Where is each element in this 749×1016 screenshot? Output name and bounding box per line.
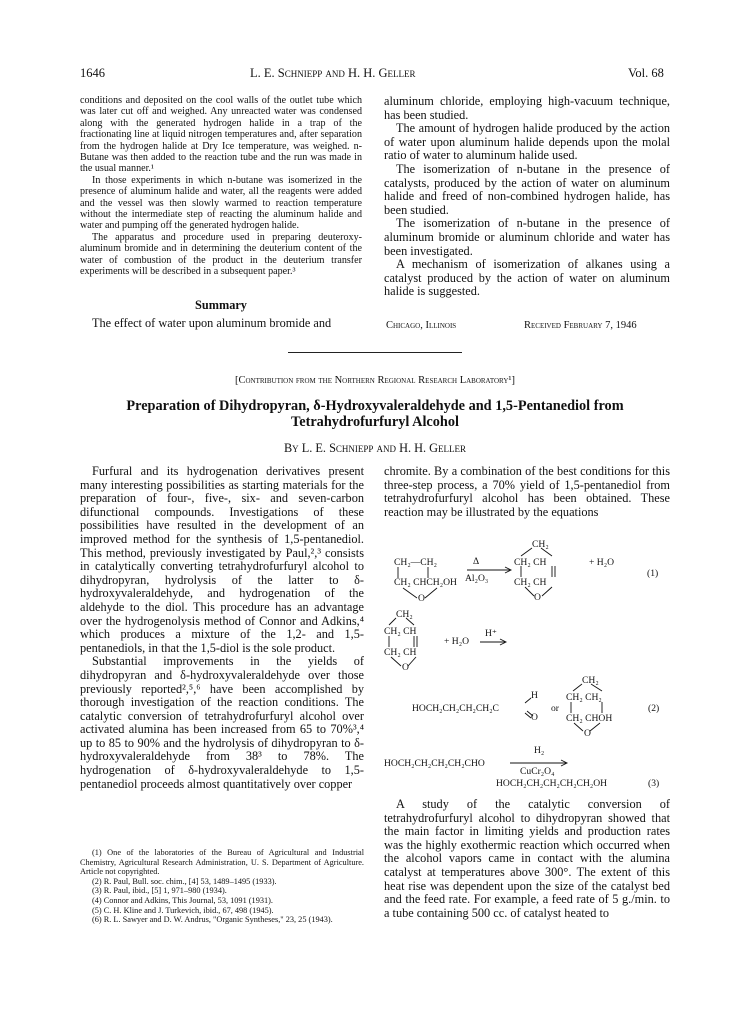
eq2-aldehyde-h: H — [531, 690, 538, 701]
eq2-number: (2) — [648, 703, 660, 714]
body-paragraph: Substantial improvements in the yields of dihydropyran and δ-hydroxyvaleraldehyde over those previously reported²,⁵,⁶ have been accomplished by thorough investigation of the reaction conditions. The catalytic conversion of tetrahydrofurfuryl alcohol over activated alumina has been increased from 65 to 70%³,⁴ up to 85 to 90% and the hydrolysis of dihydropyran to δ-hydroxyvaleraldehyde from 38³ to 78%. The hydrogenation of δ-hydroxyvaleraldehyde to 1,5-pentanediol proceeds almost quantitatively over copper — [80, 654, 364, 791]
dateline-received: Received February 7, 1946 — [524, 320, 637, 331]
eq2-reactant-mid: CH₂ CH — [384, 626, 417, 637]
eq2-hemiacetal-top: CH₂ — [582, 675, 599, 686]
page-number: 1646 — [80, 66, 105, 80]
prev-paragraph: The apparatus and procedure used in preparing deuteroxy-aluminum bromide and in determining the deuterium content of the water of combustion of the product in the deuterium transfer experiments will be described in a subsequent paper.³ — [80, 231, 362, 278]
eq1-reactant-top: CH₂—CH₂ — [394, 557, 437, 568]
eq1-product-low: CH₂ CH — [514, 577, 547, 588]
eq3-cond-bottom: CuCr₂O₄ — [520, 766, 555, 777]
article-right-intro: chromite. By a combination of the best conditions for this three-step process, a 70% yield of 1,5-pentanediol from tetrahydrofurfuryl alcohol has been obtained. These reaction may be illustrated by the equations — [384, 464, 670, 519]
byline: By L. E. Schniepp and H. H. Geller — [283, 441, 467, 455]
running-authors: L. E. Schniepp and H. H. Geller — [250, 66, 416, 80]
eq1-number: (1) — [647, 568, 659, 579]
summary-paragraph: The amount of hydrogen halide produced by the action of water upon aluminum halide depends upon the molal ratio of water to aluminum halide used. — [384, 121, 670, 163]
summary-paragraph: The isomerization of n-butane in the presence of catalysts, produced by the action of water on aluminum halide and freed of non-combined hydrogen halide, has been studied. — [384, 161, 670, 217]
summary-paragraph: aluminum chloride, employing high-vacuum technique, has been studied. — [384, 94, 670, 122]
eq2-hemiacetal-low: CH₂ CHOH — [566, 713, 613, 724]
volume-number: Vol. 68 — [628, 66, 664, 80]
summary-paragraph: The isomerization of n-butane in the presence of aluminum bromide or aluminum chloride and water has been investigated. — [384, 216, 670, 258]
prev-paragraph: conditions and deposited on the cool walls of the outlet tube which was later cut off and weighed. Any unreacted water was condensed along with the generated hydrogen halide in a trap of the fractionating line at liquid nitrogen temperatures and, after separation from the hydrogen halide at Dry Ice temperature, was weighed. n-Butane was then added to the reaction tube and the run was made in the usual manner.¹ — [80, 95, 362, 175]
footnote: (3) R. Paul, ibid., [5] 1, 971–980 (1934). — [92, 886, 227, 896]
eq2-hemiacetal-oxygen: O — [584, 728, 591, 739]
summary-heading: Summary — [195, 298, 247, 312]
eq1-product-oxygen: O — [534, 592, 541, 603]
eq3-number: (3) — [648, 778, 660, 789]
eq2-or: or — [551, 703, 559, 714]
eq3-arrow-svg — [0, 0, 1, 1]
eq1-reactant-oxygen: O — [418, 593, 425, 604]
eq2-water: + H₂O — [444, 636, 470, 647]
eq2-reactant-low: CH₂ CH — [384, 647, 417, 658]
eq1-cond-top: Δ — [473, 556, 480, 567]
eq2-aldehyde: HOCH₂CH₂CH₂CH₂C — [412, 703, 499, 714]
footnote: (4) Connor and Adkins, This Journal, 53, 1091 (1931). — [92, 895, 273, 905]
body-paragraph: Furfural and its hydrogenation derivatives present many interesting possibilities as starting materials for the preparation of four-, five-, six- and seven-carbon difunctional compounds. Investigations of these possibilities have resulted in the development of an improved method for the synthesis of 1,5-pentanediol. This method, previously investigated by Paul,²,³ consists in catalytically converting tetrahydrofurfuryl alcohol to dihydropyran, hydrolysis of the latter to δ-hydroxyvaleraldehyde, and hydrogenation of the aldehyde to the diol. This procedure has an advantage over the hydrogenolysis method of Connor and Adkins,⁴ which produces a mixture of the 1,2- and 1,5-pentanediols, in that the 1,5-diol is the sole product. — [80, 464, 364, 655]
eq2-aldehyde-o: O — [531, 712, 538, 723]
eq2-cond: H⁺ — [485, 628, 497, 639]
summary-paragraph: A mechanism of isomerization of alkanes using a catalyst produced by the action of water on aluminum halide is suggested. — [384, 257, 670, 299]
dateline-place: Chicago, Illinois — [386, 320, 457, 331]
article-right-body: A study of the catalytic conversion of tetrahydrofurfuryl alcohol to dihydropyran showed that the main factor in limiting yields and production rates was the highly exothermic reaction which occurred when the alcohol vapors came in contact with the alumina catalyst at temperatures above 300°. The extent of this heat rise was dependent upon the size of the catalyst bed and the feed rate. For example, a feed rate of 5 g./min. to a tube containing 500 cc. of catalyst heated to — [384, 797, 670, 920]
eq1-product-top: CH₂ — [532, 539, 549, 550]
eq2-hemiacetal-mid: CH₂ CH₂ — [566, 692, 602, 703]
footnote: (6) R. L. Sawyer and D. W. Andrus, "Organic Syntheses," 23, 25 (1943). — [92, 915, 333, 925]
contribution-line: [Contribution from the Northern Regional Research Laboratory¹] — [234, 375, 516, 386]
prev-article-left-column — [80, 95, 362, 278]
summary-first-line: The effect of water upon aluminum bromide and — [92, 316, 332, 330]
eq1-reactant-bottom: CH₂ CHCH₂OH — [394, 577, 457, 588]
footnote: (1) One of the laboratories of the Bureau of Agricultural and Industrial Chemistry, Agricultural Research Administration, U. S. Department of Agriculture. Article not copyrighted. — [80, 848, 364, 877]
eq3-product: HOCH₂CH₂CH₂CH₂CH₂OH — [496, 778, 608, 789]
eq2-reactant-top: CH₂ — [396, 609, 413, 620]
eq1-product-mid: CH₂ CH — [514, 557, 547, 568]
footnotes — [80, 848, 364, 925]
footnote: (5) C. H. Kline and J. Turkevich, ibid., 67, 498 (1945). — [92, 905, 274, 915]
article-separator — [288, 352, 462, 353]
eq3-reactant: HOCH₂CH₂CH₂CH₂CHO — [384, 758, 485, 769]
eq2-reactant-oxygen: O — [402, 662, 409, 673]
prev-article-right-column — [384, 95, 670, 299]
article-title: Preparation of Dihydropyran, δ-Hydroxyvaleraldehyde and 1,5-Pentanediol from Tetrahydrofurfuryl Alcohol — [126, 398, 624, 430]
prev-paragraph: In those experiments in which n-butane was isomerized in the presence of aluminum halide and water, all the reagents were added and the vessel was then slowly warmed to reaction temperature without the intermediate step of reacting the aluminum halide and water and pumping off the generated hydrogen halide. — [80, 174, 362, 232]
eq1-water: + H₂O — [589, 557, 615, 568]
eq3-cond-top: H₂ — [534, 745, 545, 756]
footnote: (2) R. Paul, Bull. soc. chim., [4] 53, 1489–1495 (1933). — [92, 876, 277, 886]
eq1-cond-bottom: Al₂O₃ — [465, 573, 489, 584]
article-left-column — [80, 465, 364, 791]
